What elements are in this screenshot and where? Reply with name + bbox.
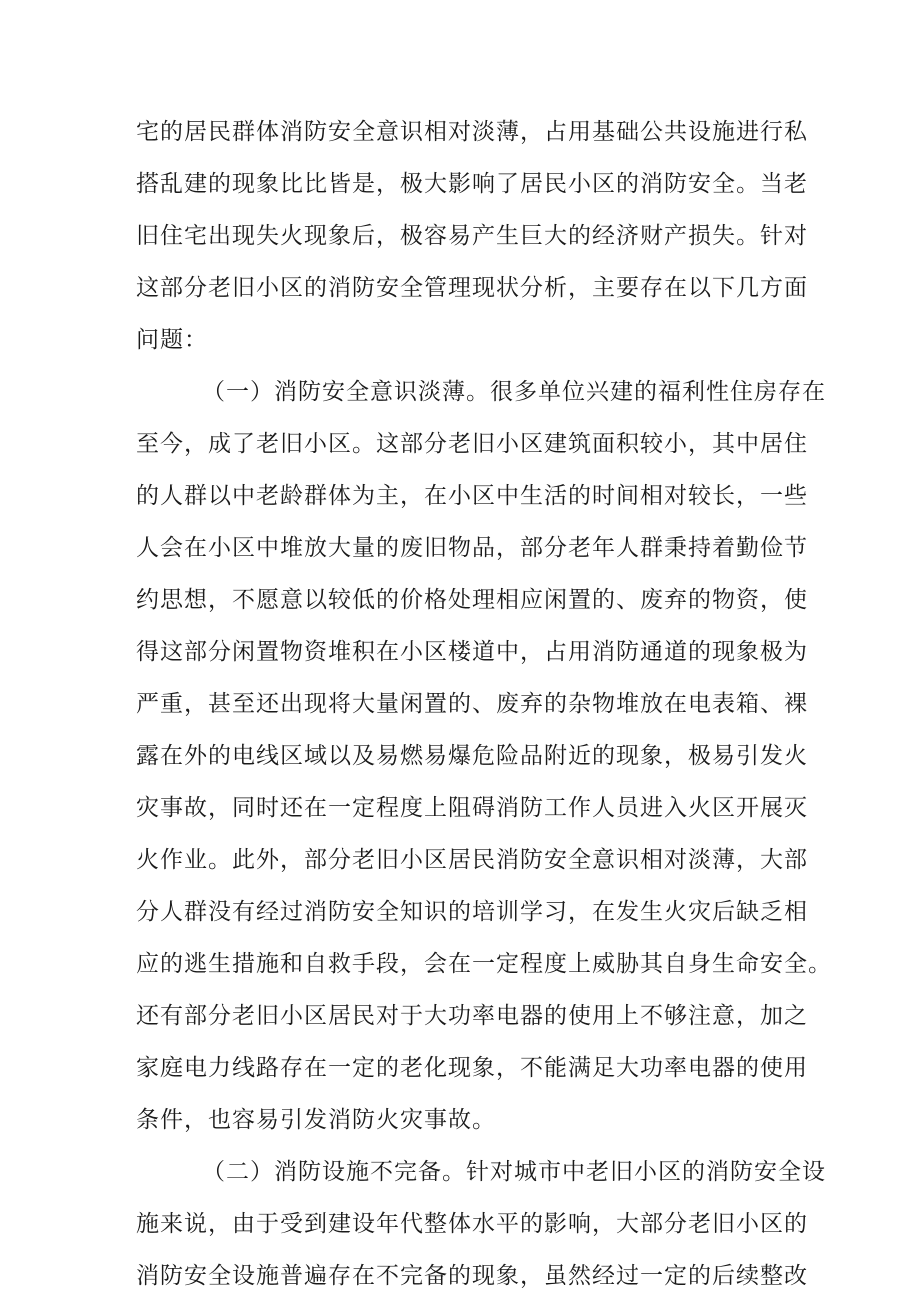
text-line: 约思想，不愿意以较低的价格处理相应闲置的、废弃的物资，使 [136, 587, 808, 613]
section-heading-line: （一）消防安全意识淡薄。很多单位兴建的福利性住房存在 [202, 379, 826, 405]
paragraph-section-one [136, 366, 832, 1146]
text-line: 还有部分老旧小区居民对于大功率电器的使用上不够注意，加之 [136, 1003, 808, 1029]
text-line: 得这部分闲置物资堆积在小区楼道中，占用消防通道的现象极为 [136, 639, 808, 665]
text-line: 条件，也容易引发消防火灾事故。 [136, 1107, 496, 1133]
text-line: 宅的居民群体消防安全意识相对淡薄，占用基础公共设施进行私 [136, 119, 808, 145]
text-line: 露在外的电线区域以及易燃易爆危险品附近的现象，极易引发火 [136, 743, 808, 769]
text-line: 问题： [136, 327, 208, 353]
text-line: 应的逃生措施和自救手段，会在一定程度上威胁其自身生命安全。 [136, 951, 832, 977]
text-line: 家庭电力线路存在一定的老化现象，不能满足大功率电器的使用 [136, 1055, 808, 1081]
text-line: 至今，成了老旧小区。这部分老旧小区建筑面积较小，其中居住 [136, 431, 808, 457]
section-heading-line: （二）消防设施不完备。针对城市中老旧小区的消防安全设 [202, 1159, 826, 1185]
text-line: 消防安全设施普遍存在不完备的现象，虽然经过一定的后续整改 [136, 1263, 808, 1289]
document-page [136, 106, 832, 1302]
text-line: 的人群以中老龄群体为主，在小区中生活的时间相对较长，一些 [136, 483, 808, 509]
text-line: 严重，甚至还出现将大量闲置的、废弃的杂物堆放在电表箱、裸 [136, 691, 808, 717]
text-line: 搭乱建的现象比比皆是，极大影响了居民小区的消防安全。当老 [136, 171, 808, 197]
text-line: 灾事故，同时还在一定程度上阻碍消防工作人员进入火区开展灭 [136, 795, 808, 821]
text-line: 施来说，由于受到建设年代整体水平的影响，大部分老旧小区的 [136, 1211, 808, 1237]
text-line: 人会在小区中堆放大量的废旧物品，部分老年人群秉持着勤俭节 [136, 535, 808, 561]
text-line: 分人群没有经过消防安全知识的培训学习，在发生火灾后缺乏相 [136, 899, 808, 925]
text-line: 旧住宅出现失火现象后，极容易产生巨大的经济财产损失。针对 [136, 223, 808, 249]
text-line: 火作业。此外，部分老旧小区居民消防安全意识相对淡薄，大部 [136, 847, 808, 873]
paragraph-section-two [136, 1146, 826, 1302]
text-line: 这部分老旧小区的消防安全管理现状分析，主要存在以下几方面 [136, 275, 808, 301]
paragraph-intro-continuation [136, 106, 808, 366]
